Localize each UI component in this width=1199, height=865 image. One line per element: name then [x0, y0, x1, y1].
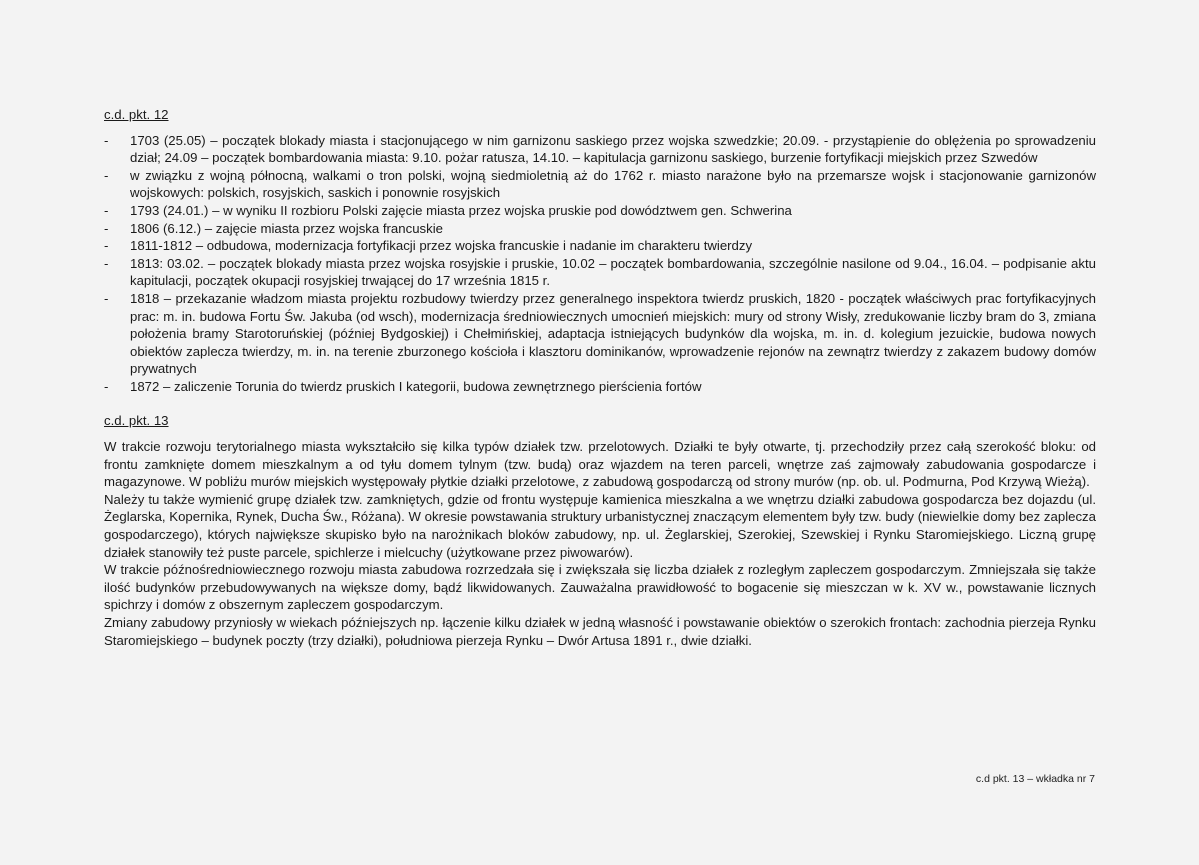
- list-item: [104, 220, 1096, 238]
- list-bullet: -: [104, 238, 109, 254]
- events-list: [104, 132, 1096, 396]
- list-item-text: 1703 (25.05) – początek blokady miasta i stacjonującego w nim garnizonu saskiego przez wojska szwedzkie; 20.09. - przystąpienie do oblężenia po sprowadzeniu dział; 24.09 – początek bombardowania miasta: 9.10. pożar ratusza, 14.10. – kapitulacja garnizonu saskiego, burzenie fortyfikacji miejskich przez Szwedów: [130, 132, 1096, 166]
- paragraph: Należy tu także wymienić grupę działek tzw. zamkniętych, gdzie od frontu występuje kamienica mieszkalna a we wnętrzu działki zabudowa gospodarcza bez dojazdu (ul. Żeglarska, Kopernika, Rynek, Ducha Św., Różana). W okresie powstawania struktury urbanistycznej znaczącym elementem były tzw. budy (niewielkie domy bez zaplecza gospodarczego), których największe skupisko było na narożnikach bloków zabudowy, np. ul. Żeglarskiej, Szerokiej, Szewskiej i Rynku Staromiejskiego. Liczną grupę działek stanowiły też puste parcele, spichlerze i mielcuchy (użytkowane przez piwowarów).: [104, 491, 1096, 560]
- list-item: [104, 290, 1096, 378]
- list-bullet: -: [104, 202, 109, 218]
- list-bullet: -: [104, 290, 109, 306]
- paragraph: W trakcie rozwoju terytorialnego miasta wykształciło się kilka typów działek tzw. przelotowych. Działki te były otwarte, tj. przechodziły przez całą szerokość bloku: od frontu zamknięte domem mieszkalnym a od tyłu domem tylnym (tzw. budą) oraz wjazdem na teren parceli, wnętrze zaś zajmowały zabudowania gospodarcze i magazynowe. W pobliżu murów miejskich występowały płytkie działki przelotowe, z zabudową gospodarczą od strony murów (np. ob. ul. Podmurna, Pod Krzywą Wieżą).: [104, 439, 1096, 490]
- list-bullet: -: [104, 132, 109, 148]
- list-bullet: -: [104, 378, 109, 394]
- list-bullet: -: [104, 255, 109, 271]
- page-footer: c.d pkt. 13 – wkładka nr 7: [975, 773, 1095, 785]
- list-item: [104, 237, 1096, 255]
- paragraph: W trakcie późnośredniowiecznego rozwoju miasta zabudowa rozrzedzała się i zwiększała się liczba działek z rozległym zapleczem gospodarczym. Zmniejszała się także ilość budynków przebudowywanych na większe domy, bądź likwidowanych. Zauważalna prawidłowość to bogacenie się mieszczan w k. XV w., powstawanie licznych spichrzy i domów z obszernym zapleczem gospodarczym.: [104, 562, 1096, 613]
- list-bullet: -: [104, 220, 109, 236]
- list-item-text: 1813: 03.02. – początek blokady miasta przez wojska rosyjskie i pruskie, 10.02 – początek bombardowania, szczególnie nasilone od 9.04., 16.04. – podpisanie aktu kapitulacji, początek okupacji rosyjskiej trwającej do 17 września 1815 r.: [130, 255, 1096, 289]
- list-item: [104, 167, 1096, 202]
- list-item-text: 1818 – przekazanie władzom miasta projektu rozbudowy twierdzy przez generalnego inspektora twierdz pruskich, 1820 - początek właściwych prac fortyfikacyjnych prac: m. in. budowa Fortu Św. Jakuba (od wsch), modernizacja średniowiecznych umocnień miejskich: mury od strony Wisły, zredukowanie liczby bram do 3, zmiana położenia bramy Starotoruńskiej (później Bydgoskiej) i Chełmińskiej, adaptacja istniejących budynków dla wojska, m. in. d. kolegium jezuickie, budowa nowych obiektów zaplecza twierdzy, m. in. na terenie zburzonego kościoła i klasztoru dominikanów, wprowadzenie rejonów na zewnątrz twierdzy z zakazem budowy domów prywatnych: [130, 290, 1096, 377]
- list-item-text: 1872 – zaliczenie Torunia do twierdz pruskich I kategorii, budowa zewnętrznego pierścienia fortów: [130, 378, 702, 394]
- list-item: [104, 132, 1096, 167]
- list-item-text: w związku z wojną północną, walkami o tron polski, wojną siedmioletnią aż do 1762 r. miasto narażone było na przemarsze wojsk i stacjonowanie garnizonów wojskowych: polskich, rosyjskich, saskich i ponownie rosyjskich: [130, 167, 1096, 201]
- list-item: [104, 255, 1096, 290]
- list-item-text: 1793 (24.01.) – w wyniku II rozbioru Polski zajęcie miasta przez wojska pruskie pod dowództwem gen. Schwerina: [130, 202, 792, 218]
- list-item-text: 1811-1812 – odbudowa, modernizacja fortyfikacji przez wojska francuskie i nadanie im charakteru twierdzy: [130, 238, 753, 254]
- list-item: [104, 378, 1096, 396]
- list-bullet: -: [104, 167, 109, 183]
- list-item: [104, 202, 1096, 220]
- document-content: [104, 106, 1096, 649]
- paragraph: Zmiany zabudowy przyniosły w wiekach późniejszych np. łączenie kilku działek w jedną własność i powstawanie obiektów o szerokich frontach: zachodnia pierzeja Rynku Staromiejskiego – budynek poczty (trzy działki), południowa pierzeja Rynku – Dwór Artusa 1891 r., dwie działki.: [104, 615, 1096, 648]
- list-item-text: 1806 (6.12.) – zajęcie miasta przez wojska francuskie: [130, 220, 443, 236]
- section-heading-pkt-13: c.d. pkt. 13: [104, 412, 169, 428]
- section-heading-pkt-12: c.d. pkt. 12: [104, 107, 169, 122]
